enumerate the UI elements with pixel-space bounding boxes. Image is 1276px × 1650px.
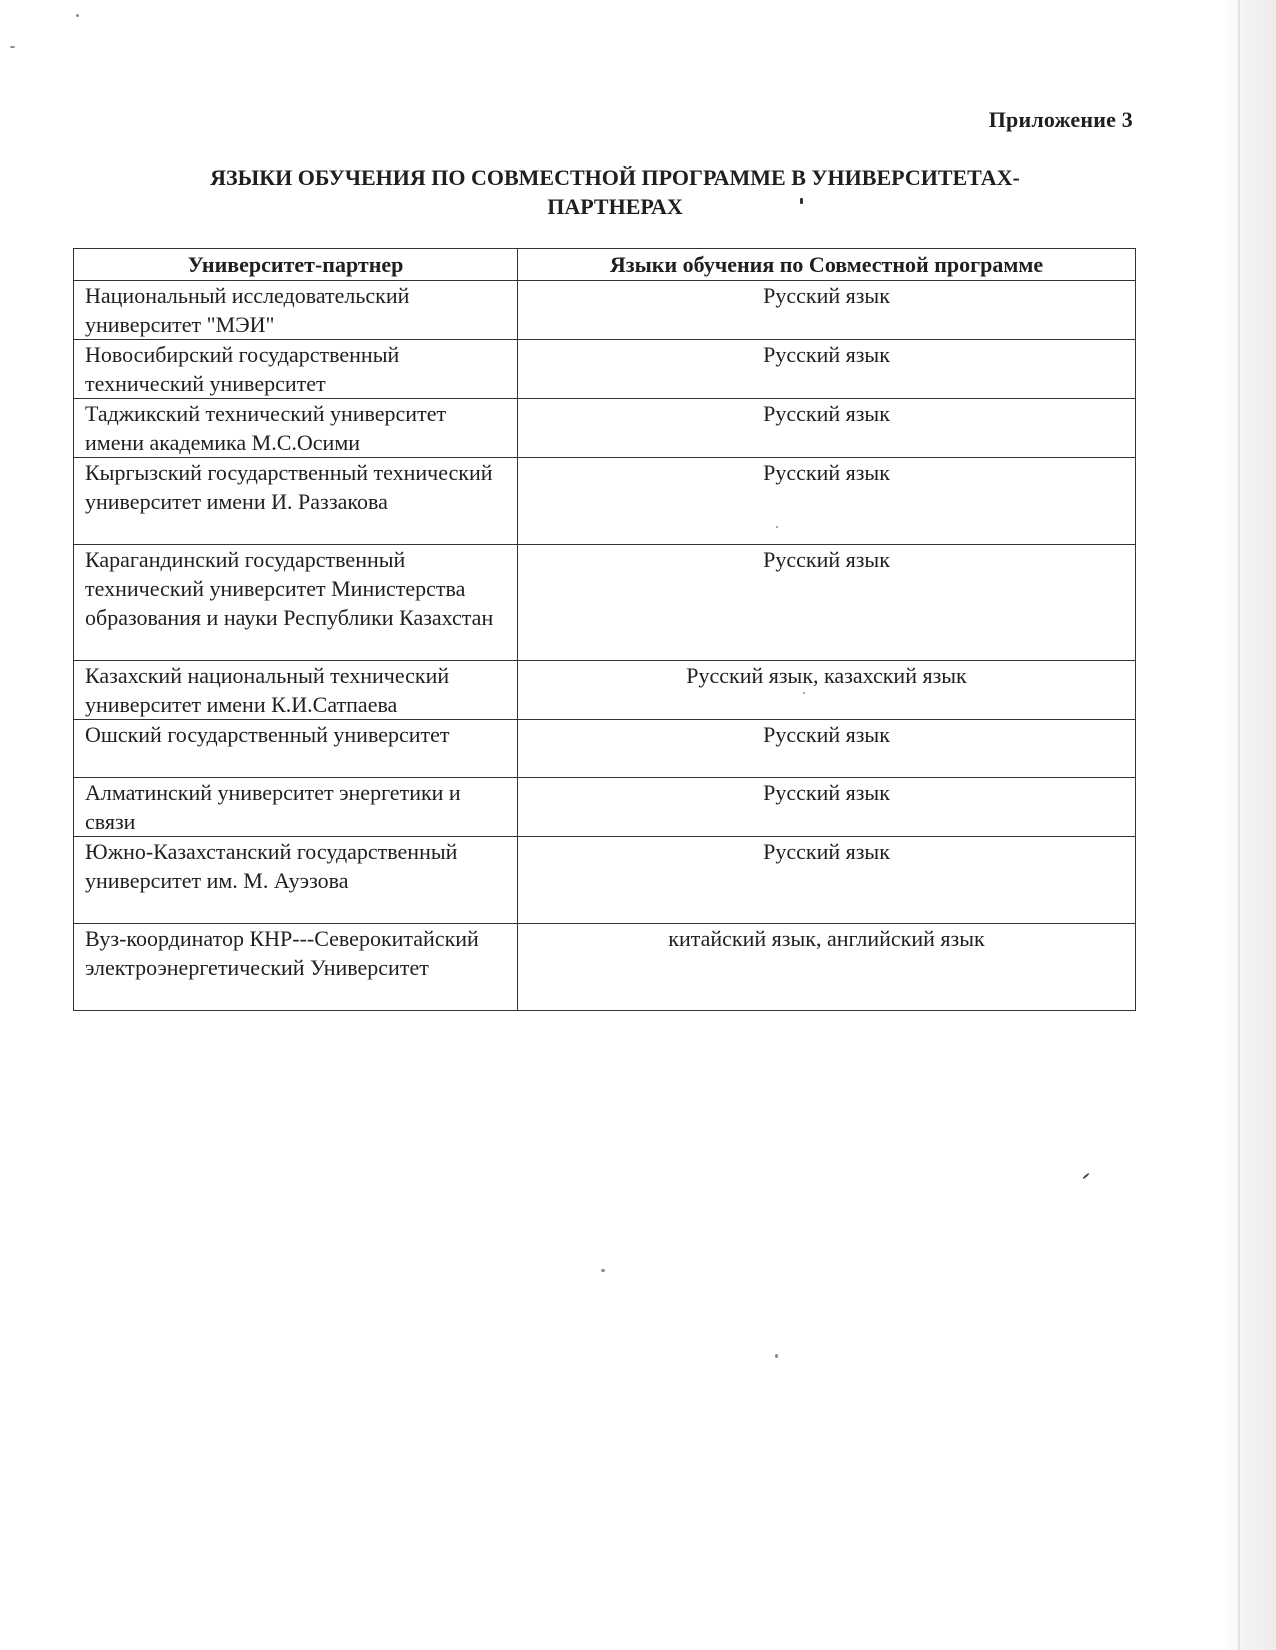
university-cell: Национальный исследовательский университет "МЭИ" (74, 281, 518, 340)
university-cell: Карагандинский государственный технический университет Министерства образования и науки Республики Казахстан (74, 545, 518, 661)
document-title (100, 163, 1130, 221)
languages-cell: Русский язык (518, 340, 1136, 399)
scan-speck (775, 1354, 778, 1358)
university-cell: Вуз-координатор КНР---Северокитайский электроэнергетический Университет (74, 924, 518, 1011)
university-cell: Таджикский технический университет имени академика М.С.Осими (74, 399, 518, 458)
table-header-row (74, 249, 1136, 281)
languages-cell: Русский язык, казахский язык (518, 661, 1136, 720)
university-cell: Кыргызский государственный технический университет имени И. Раззакова (74, 458, 518, 545)
annex-label: Приложение 3 (988, 107, 1133, 132)
languages-cell: Русский язык (518, 720, 1136, 778)
table-row (74, 545, 1136, 661)
partners-table (73, 248, 1136, 1011)
table-row (74, 778, 1136, 837)
university-cell: Новосибирский государственный технический университет (74, 340, 518, 399)
languages-cell: Русский язык (518, 458, 1136, 545)
scan-speck (776, 526, 778, 528)
languages-cell: Русский язык (518, 545, 1136, 661)
table-row (74, 340, 1136, 399)
languages-cell: Русский язык (518, 778, 1136, 837)
scan-edge-shadow (1224, 0, 1276, 1650)
university-cell: Ошский государственный университет (74, 720, 518, 778)
scan-speck (76, 14, 79, 17)
header-languages: Языки обучения по Совместной программе (518, 249, 1136, 281)
university-cell: Казахский национальный технический университет имени К.И.Сатпаева (74, 661, 518, 720)
table-row (74, 924, 1136, 1011)
scan-speck (601, 1269, 605, 1272)
header-university: Университет-партнер (74, 249, 518, 281)
languages-cell: китайский язык, английский язык (518, 924, 1136, 1011)
scan-speck (1082, 1173, 1089, 1180)
scan-edge-line (1238, 0, 1240, 1650)
scan-speck (800, 198, 803, 204)
university-cell: Южно-Казахстанский государственный университет им. М. Ауэзова (74, 837, 518, 924)
table-row (74, 837, 1136, 924)
languages-cell: Русский язык (518, 281, 1136, 340)
table-row (74, 458, 1136, 545)
university-cell: Алматинский университет энергетики и связи (74, 778, 518, 837)
languages-cell: Русский язык (518, 837, 1136, 924)
table-row (74, 399, 1136, 458)
scan-speck (10, 46, 15, 48)
title-line-1: ЯЗЫКИ ОБУЧЕНИЯ ПО СОВМЕСТНОЙ ПРОГРАММЕ В УНИВЕРСИТЕТАХ- (210, 165, 1020, 190)
table-row (74, 661, 1136, 720)
title-line-2: ПАРТНЕРАХ (547, 194, 683, 219)
table-row (74, 281, 1136, 340)
scan-speck (803, 692, 805, 694)
table-row (74, 720, 1136, 778)
languages-cell: Русский язык (518, 399, 1136, 458)
